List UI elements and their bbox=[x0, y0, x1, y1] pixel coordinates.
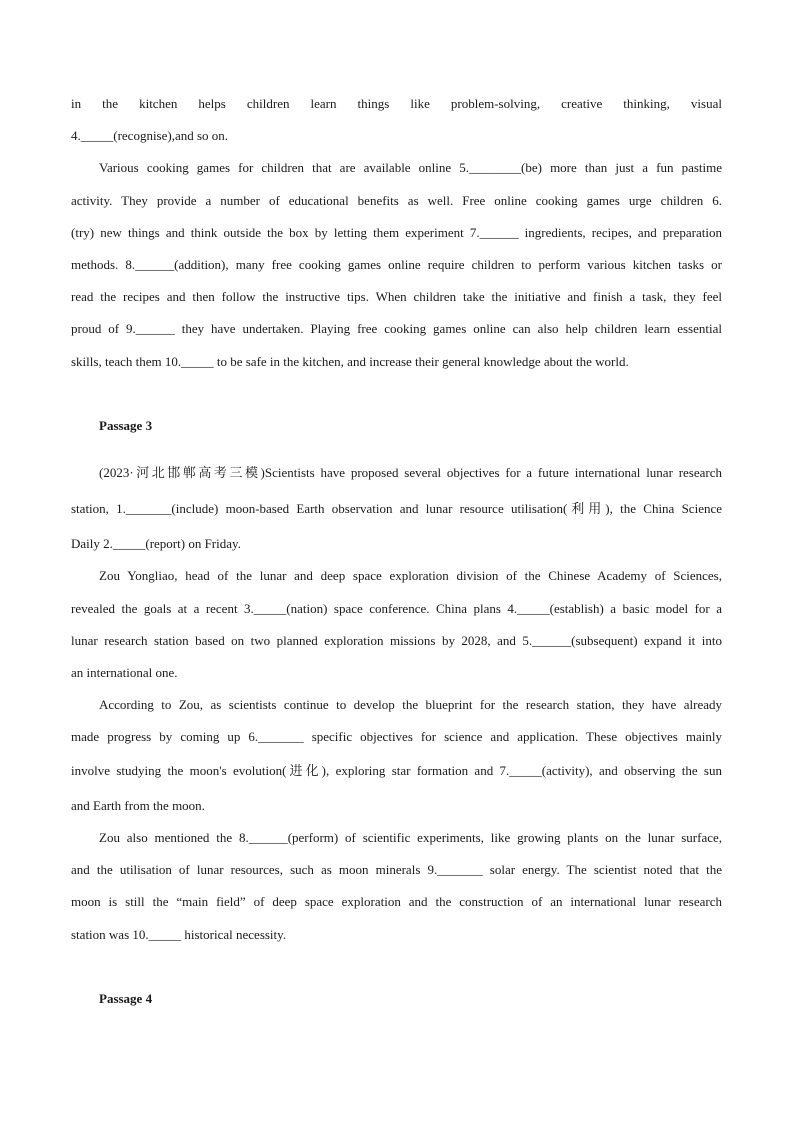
paragraph-line: Zou Yongliao, head of the lunar and deep space exploration division of the Chinese Academy of Sciences, bbox=[99, 568, 722, 583]
paragraph-line: 4._____(recognise),and so on. bbox=[71, 128, 229, 143]
paragraph-line: station, 1._______(include) moon-based Earth observation and lunar resource utilisation(利用), the China Science bbox=[71, 501, 723, 516]
paragraph-line: activity. They provide a number of educational benefits as well. Free online cooking games urge children 6. bbox=[71, 193, 722, 208]
paragraph-line: Daily 2._____(report) on Friday. bbox=[71, 536, 241, 551]
paragraph-line: made progress by coming up 6._______ specific objectives for science and application. These objectives mainly bbox=[71, 729, 722, 744]
paragraph-line: lunar research station based on two planned exploration missions by 2028, and 5.______(subsequent) expand it into bbox=[71, 633, 722, 648]
paragraph-line: According to Zou, as scientists continue to develop the blueprint for the research station, they have already bbox=[99, 697, 722, 712]
paragraph-line: revealed the goals at a recent 3._____(nation) space conference. China plans 4._____(establish) a basic model for a bbox=[71, 601, 722, 616]
paragraph-line: Various cooking games for children that are available online 5.________(be) more than just a fun pastime bbox=[99, 160, 722, 175]
paragraph-line: and Earth from the moon. bbox=[71, 798, 205, 813]
passage-3-heading: Passage 3 bbox=[99, 418, 153, 433]
paragraph-line: an international one. bbox=[71, 665, 178, 680]
paragraph-line: in the kitchen helps children learn things like problem-solving, creative thinking, visual bbox=[71, 96, 722, 111]
passage-4-heading: Passage 4 bbox=[99, 991, 153, 1006]
paragraph-line: (2023·河北邯郸高考三模)Scientists have proposed several objectives for a future international lunar research bbox=[99, 465, 722, 480]
paragraph-line: (try) new things and think outside the box by letting them experiment 7.______ ingredients, recipes, and preparation bbox=[71, 225, 722, 240]
paragraph-line: read the recipes and then follow the instructive tips. When children take the initiative and finish a task, they feel bbox=[71, 289, 722, 304]
paragraph-line: station was 10._____ historical necessity. bbox=[71, 927, 287, 942]
paragraph-line: involve studying the moon's evolution(进化), exploring star formation and 7._____(activity), and observing the sun bbox=[71, 763, 722, 778]
paragraph-line: methods. 8.______(addition), many free cooking games online require children to perform various kitchen tasks or bbox=[71, 257, 722, 272]
paragraph-line: skills, teach them 10._____ to be safe in the kitchen, and increase their general knowledge about the world. bbox=[71, 354, 629, 369]
paragraph-line: and the utilisation of lunar resources, such as moon minerals 9._______ solar energy. The scientist noted that the bbox=[71, 862, 722, 877]
paragraph-line: moon is still the “main field” of deep space exploration and the construction of an international lunar research bbox=[71, 894, 722, 909]
paragraph-line: Zou also mentioned the 8.______(perform) of scientific experiments, like growing plants on the lunar surface, bbox=[99, 830, 722, 845]
paragraph-line: proud of 9.______ they have undertaken. Playing free cooking games online can also help children learn essential bbox=[71, 321, 722, 336]
